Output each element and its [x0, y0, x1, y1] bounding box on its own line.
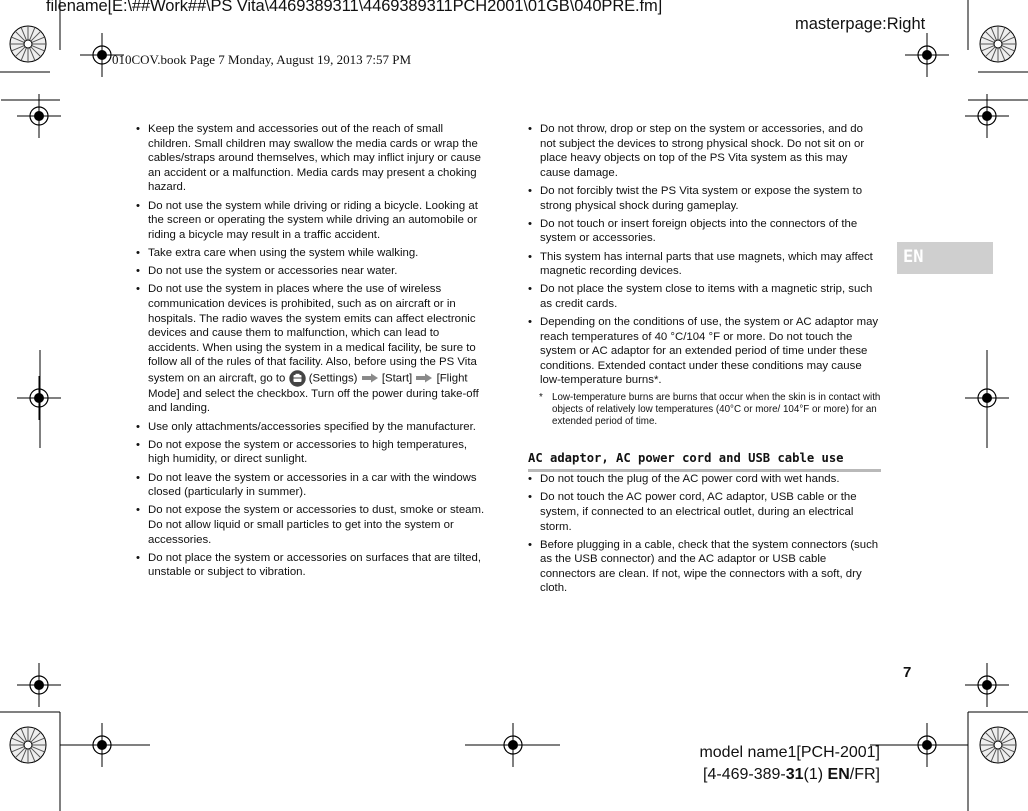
list-item: • Do not place the system or accessories on surfaces that are tilted, unstable or subject to vibration.	[136, 551, 488, 580]
page-number: 7	[903, 664, 912, 681]
left-column	[136, 122, 488, 584]
list-item: • Do not touch or insert foreign objects into the connectors of the system or accessories.	[528, 217, 881, 246]
wireless-text-1: Do not use the system in places where the use of wireless communication devices is prohibited, such as on aircraft or in hospitals. The radio waves the system emits can affect electronic devices and cause them to malfunction, which can lead to accidents. When using the system in a medical facility, be sure to follow all of the rules of that facility. Also, before using the PS Vita system on an aircraft, go to	[148, 283, 477, 385]
start-label: [Start]	[381, 372, 413, 385]
list-item: • Do not expose the system or accessories to high temperatures, high humidity, or direct sunlight.	[136, 438, 488, 467]
arrow-right-icon	[361, 373, 379, 383]
list-item-wireless	[136, 282, 488, 416]
list-item: • Use only attachments/accessories specified by the manufacturer.	[136, 420, 488, 435]
code-part: /FR]	[849, 766, 880, 783]
code-part-bold: 31	[785, 766, 804, 783]
right-column	[528, 122, 881, 600]
book-info-line: 010COV.book Page 7 Monday, August 19, 2013 7:57 PM	[112, 52, 412, 67]
section-heading: AC adaptor, AC power cord and USB cable use	[528, 451, 881, 473]
wireless-text-2: [Flight Mode] and select the checkbox. Turn off the power during take-off and landing.	[148, 372, 479, 415]
list-item: • Do not touch the plug of the AC power cord with wet hands.	[528, 472, 881, 487]
filename-label: filename[E:\##Work##\PS Vita\4469389311\4469389311PCH2001\01GB\040PRE.fm]	[46, 0, 663, 15]
code-part: (1)	[803, 766, 828, 783]
list-item: • Before plugging in a cable, check that the system connectors (such as the USB connector) and the AC adaptor or USB cable connectors are clean. If not, wipe the connectors with a soft, dry cloth.	[528, 538, 881, 596]
list-item: • Do not leave the system or accessories in a car with the windows closed (particularly in summer).	[136, 471, 488, 500]
footnote-text: Low-temperature burns are burns that occur when the skin is in contact with objects of relatively low temperatures (40°C or more/ 104°F or more) for an extended period of time.	[552, 391, 881, 428]
list-item: • Do not use the system while driving or riding a bicycle. Looking at the screen or operating the system while driving an automobile or riding a bicycle may result in a traffic accident.	[136, 199, 488, 243]
footnote	[528, 392, 881, 429]
footnote-marker: *	[539, 391, 543, 403]
model-code-line	[699, 764, 880, 786]
settings-label: (Settings)	[308, 372, 358, 385]
code-part-bold: EN	[827, 766, 850, 783]
arrow-right-icon	[415, 373, 433, 383]
list-item: • Do not touch the AC power cord, AC adaptor, USB cable or the system, if connected to an electrical outlet, during an electrical storm.	[528, 490, 881, 534]
list-item: • Do not use the system or accessories near water.	[136, 264, 488, 279]
masterpage-label: masterpage:Right	[795, 15, 926, 33]
list-item: • Do not forcibly twist the PS Vita system or expose the system to strong physical shock during gameplay.	[528, 184, 881, 213]
model-name-line: model name1[PCH-2001]	[699, 744, 880, 761]
settings-icon	[289, 370, 306, 387]
list-item: • Keep the system and accessories out of the reach of small children. Small children may swallow the media cards or wrap the cables/straps around themselves, which may inflict injury or cause an accident or a malfunction. Media cards may present a choking hazard.	[136, 122, 488, 195]
language-tab-label: EN	[903, 247, 924, 267]
list-item: • Do not throw, drop or step on the system or accessories, and do not subject the devices to strong physical shock. Do not sit on or place heavy objects on top of the PS Vita system as this may cause damage.	[528, 122, 881, 180]
language-tab	[897, 242, 993, 274]
list-item: • Take extra care when using the system while walking.	[136, 246, 488, 261]
list-item: • Do not expose the system or accessories to dust, smoke or steam. Do not allow liquid or small particles to get into the system or accessories.	[136, 503, 488, 547]
list-item: • This system has internal parts that use magnets, which may affect magnetic recording devices.	[528, 250, 881, 279]
code-part: [4-469-389-	[703, 766, 786, 783]
list-item: • Do not place the system close to items with a magnetic strip, such as credit cards.	[528, 282, 881, 311]
model-info	[699, 742, 880, 786]
list-item: • Depending on the conditions of use, the system or AC adaptor may reach temperatures of 40 °C/104 °F or more. Do not touch the system or AC adaptor for an extended period of time under these conditions. Extended contact under these conditions may cause low-temperature burns*.	[528, 315, 881, 388]
